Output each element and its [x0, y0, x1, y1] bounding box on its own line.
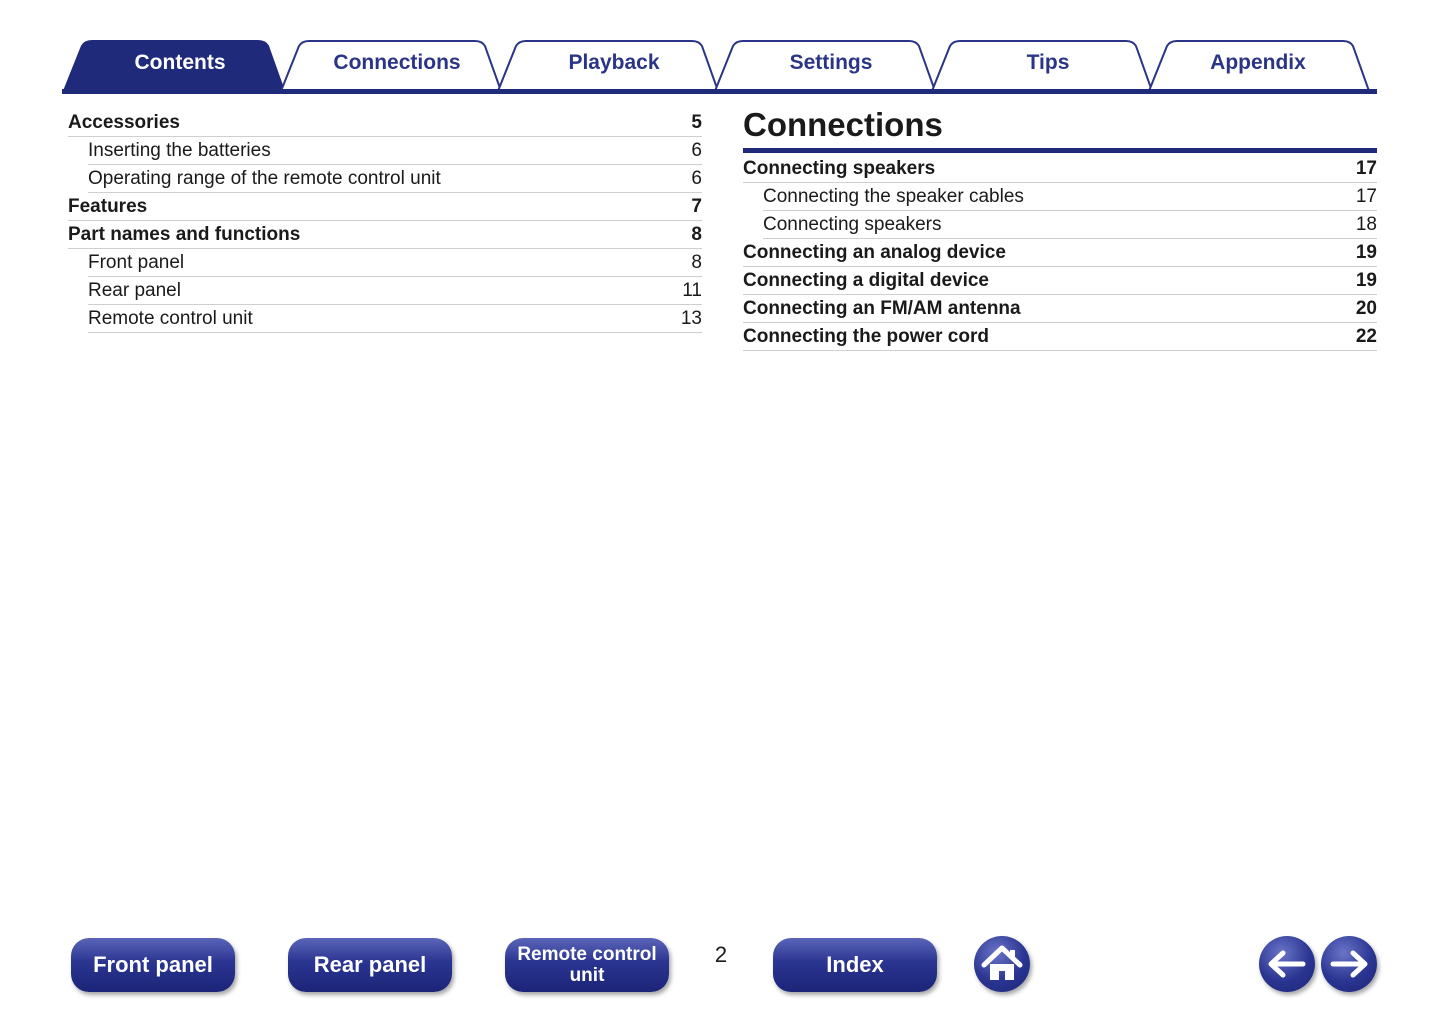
toc-entry-power-cord[interactable] — [743, 324, 1377, 351]
toc-title: Accessories — [68, 112, 180, 133]
rear-panel-label: Rear panel — [313, 952, 427, 977]
toc-title: Connecting a digital device — [743, 270, 989, 291]
toc-page: 6 — [691, 168, 702, 189]
tab-label: Settings — [789, 51, 873, 74]
toc-title: Connecting speakers — [743, 158, 936, 179]
toc-title: Connecting speakers — [763, 214, 942, 235]
toc-page: 6 — [691, 140, 702, 161]
toc-title: Features — [68, 196, 148, 217]
tab-settings[interactable] — [713, 40, 949, 90]
tab-label: Tips — [1026, 51, 1070, 74]
tab-label: Playback — [568, 51, 660, 74]
toc-title: Connecting the power cord — [743, 326, 989, 347]
toc-entry-fm-am-antenna[interactable] — [743, 296, 1377, 323]
home-button[interactable] — [974, 936, 1030, 992]
toc-entry-features[interactable] — [68, 194, 702, 221]
tab-label: Contents — [134, 51, 226, 74]
toc-entry-inserting-batteries[interactable] — [88, 138, 702, 165]
rear-panel-button[interactable] — [288, 938, 452, 992]
toc-entry-analog-device[interactable] — [743, 240, 1377, 267]
toc-entry-operating-range[interactable] — [88, 166, 702, 193]
toc-entry-digital-device[interactable] — [743, 268, 1377, 295]
toc-page: 11 — [682, 280, 702, 301]
toc-entry-front-panel[interactable] — [88, 250, 702, 277]
toc-page: 5 — [691, 112, 702, 133]
toc-entry-speaker-cables[interactable] — [763, 184, 1377, 211]
toc-entry-connecting-speakers[interactable] — [743, 156, 1377, 183]
tab-label: Appendix — [1210, 51, 1306, 74]
toc-page: 8 — [691, 224, 702, 245]
toc-page: 19 — [1355, 270, 1377, 291]
toc-page: 19 — [1355, 242, 1377, 263]
toc-entry-part-names[interactable] — [68, 222, 702, 249]
remote-label-line2: unit — [569, 965, 605, 986]
home-icon — [974, 936, 1030, 992]
toc-title: Connecting an FM/AM antenna — [743, 298, 1021, 319]
back-button[interactable] — [1259, 936, 1315, 992]
toc-title: Rear panel — [88, 280, 181, 301]
front-panel-label: Front panel — [93, 952, 213, 977]
toc-title: Part names and functions — [68, 224, 301, 245]
tab-tips[interactable] — [930, 40, 1166, 90]
tab-appendix[interactable] — [1147, 40, 1377, 90]
tab-bar — [62, 40, 1377, 94]
toc-page: 17 — [1355, 158, 1377, 179]
tab-label: Connections — [333, 51, 461, 74]
forward-button[interactable] — [1321, 936, 1377, 992]
toc-right — [743, 104, 1377, 352]
tab-contents[interactable] — [62, 40, 298, 90]
tab-playback[interactable] — [496, 40, 732, 90]
toc-entry-rear-panel[interactable] — [88, 278, 702, 305]
toc-entry-accessories[interactable] — [68, 110, 702, 137]
index-button[interactable] — [773, 938, 937, 992]
front-panel-button[interactable] — [71, 938, 235, 992]
remote-control-unit-button[interactable] — [505, 938, 669, 992]
toc-title: Remote control unit — [88, 308, 253, 329]
tab-underline — [62, 89, 1377, 94]
toc-page: 13 — [680, 308, 702, 329]
toc-page: 22 — [1355, 326, 1377, 347]
toc-page: 17 — [1355, 186, 1377, 207]
toc-title: Connecting the speaker cables — [763, 186, 1024, 207]
remote-label-line1: Remote control — [517, 944, 657, 965]
page-number: 2 — [714, 942, 728, 967]
toc-title: Inserting the batteries — [88, 140, 271, 161]
toc-title: Operating range of the remote control unit — [88, 168, 441, 189]
toc-page: 20 — [1355, 298, 1377, 319]
toc-left — [68, 110, 702, 334]
toc-page: 8 — [691, 252, 702, 273]
tab-connections[interactable] — [279, 40, 515, 90]
toc-page: 18 — [1355, 214, 1377, 235]
toc-entry-remote-control-unit[interactable] — [88, 306, 702, 333]
toc-title: Front panel — [88, 252, 185, 273]
toc-title: Connecting an analog device — [743, 242, 1006, 263]
arrow-left-icon — [1259, 936, 1315, 992]
section-title: Connections — [743, 106, 943, 143]
index-label: Index — [826, 952, 884, 977]
arrow-right-icon — [1321, 936, 1377, 992]
section-rule — [743, 148, 1377, 153]
toc-entry-connecting-speakers-sub[interactable] — [763, 212, 1377, 239]
toc-page: 7 — [691, 196, 702, 217]
